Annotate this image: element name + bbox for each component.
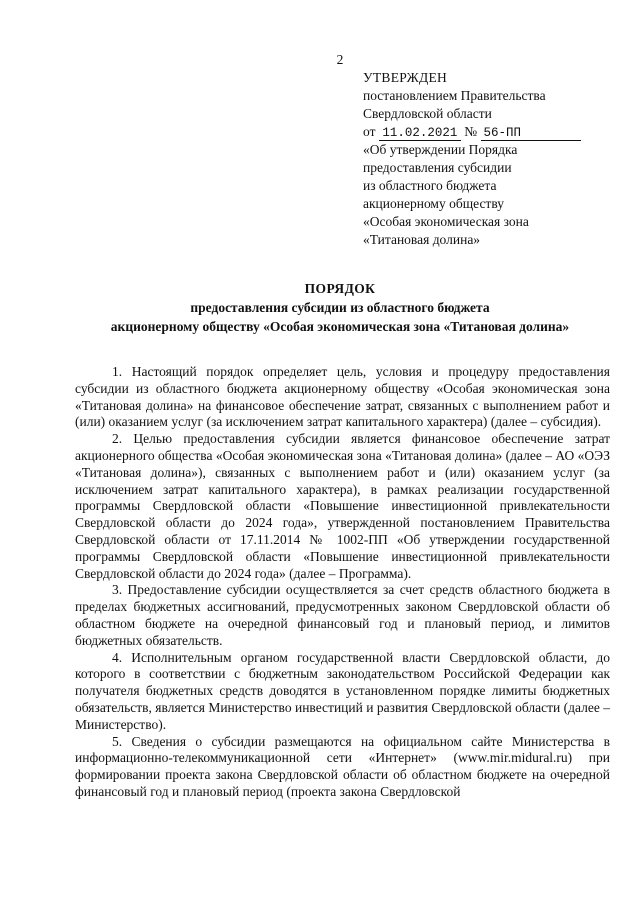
approval-heading: УТВЕРЖДЕН (363, 70, 448, 85)
approval-subject-line: «Особая экономическая зона (363, 214, 529, 229)
approval-number: 56-ПП (481, 126, 581, 141)
approval-subject-line: «Титановая долина» (363, 232, 481, 247)
approval-date-number (363, 123, 625, 141)
approval-subject-line: «Об утверждении Порядка (363, 142, 518, 157)
document-title (0, 279, 640, 336)
paragraph-5: 5. Сведения о субсидии размещаются на официальном сайте Министерства в информационно-телекоммуникационной сети «Интернет» (www.mir.midural.ru) при формировании проекта закона Свердловской области об областном бюджете на очередной финансовый год и плановый период (проекта закона Свердловской (75, 733, 610, 799)
approval-subject-line: акционерному обществу (363, 196, 504, 211)
approval-line-1: постановлением Правительства (363, 88, 546, 103)
approval-subject-line: предоставления субсидии (363, 160, 512, 175)
paragraph-3: 3. Предоставление субсидии осуществляется за счет средств областного бюджета в пределах бюджетных ассигнований, предусмотренных законом Свердловской области об областном бюджете на очередной финансовый год и плановый период, и лимитов бюджетных обязательств. (75, 582, 610, 648)
approval-stamp (363, 69, 625, 249)
approval-number-sign: № (464, 124, 478, 139)
approval-from-prefix: от (363, 124, 376, 139)
approval-line-2: Свердловской области (363, 106, 492, 121)
page-number: 2 (336, 52, 344, 67)
title-main: ПОРЯДОК (304, 281, 376, 296)
approval-subject-line: из областного бюджета (363, 178, 497, 193)
title-sub-2: акционерному обществу «Особая экономическая зона «Титановая долина» (110, 319, 570, 334)
document-body (75, 364, 610, 818)
paragraph-2: 2. Целью предоставления субсидии является финансовое обеспечение затрат акционерного общества «Особая экономическая зона «Титановая долина» (далее – АО «ОЭЗ «Титановая долина»), связанных с выполнением работ и (или) оказанием услуг (за исключением затрат капитального характера), в рамках реализации государственной программы Свердловской области «Повышение инвестиционной привлекательности Свердловской области до 2024 года», утвержденной постановлением Правительства Свердловской области от 17.11.2014 № 1002-ПП «Об утверждении государственной программы Свердловской области «Повышение инвестиционной привлекательности Свердловской области до 2024 года» (далее – Программа). (75, 431, 610, 581)
paragraph-1: 1. Настоящий порядок определяет цель, условия и процедуру предоставления субсидии из областного бюджета акционерному обществу «Особая экономическая зона «Титановая долина» на финансовое обеспечение затрат, связанных с выполнением работ и (или) оказанием услуг (за исключением затрат капитального характера) (далее – субсидия). (75, 364, 610, 430)
approval-date: 11.02.2021 (379, 126, 461, 141)
paragraph-4: 4. Исполнительным органом государственной власти Свердловской области, до которого в соответствии с бюджетным законодательством Российской Федерации как получателя бюджетных средств доводятся в установленном порядке лимиты бюджетных обязательств, является Министерство инвестиций и развития Свердловской области (далее – Министерство). (75, 649, 610, 732)
title-sub-1: предоставления субсидии из областного бюджета (190, 300, 490, 315)
